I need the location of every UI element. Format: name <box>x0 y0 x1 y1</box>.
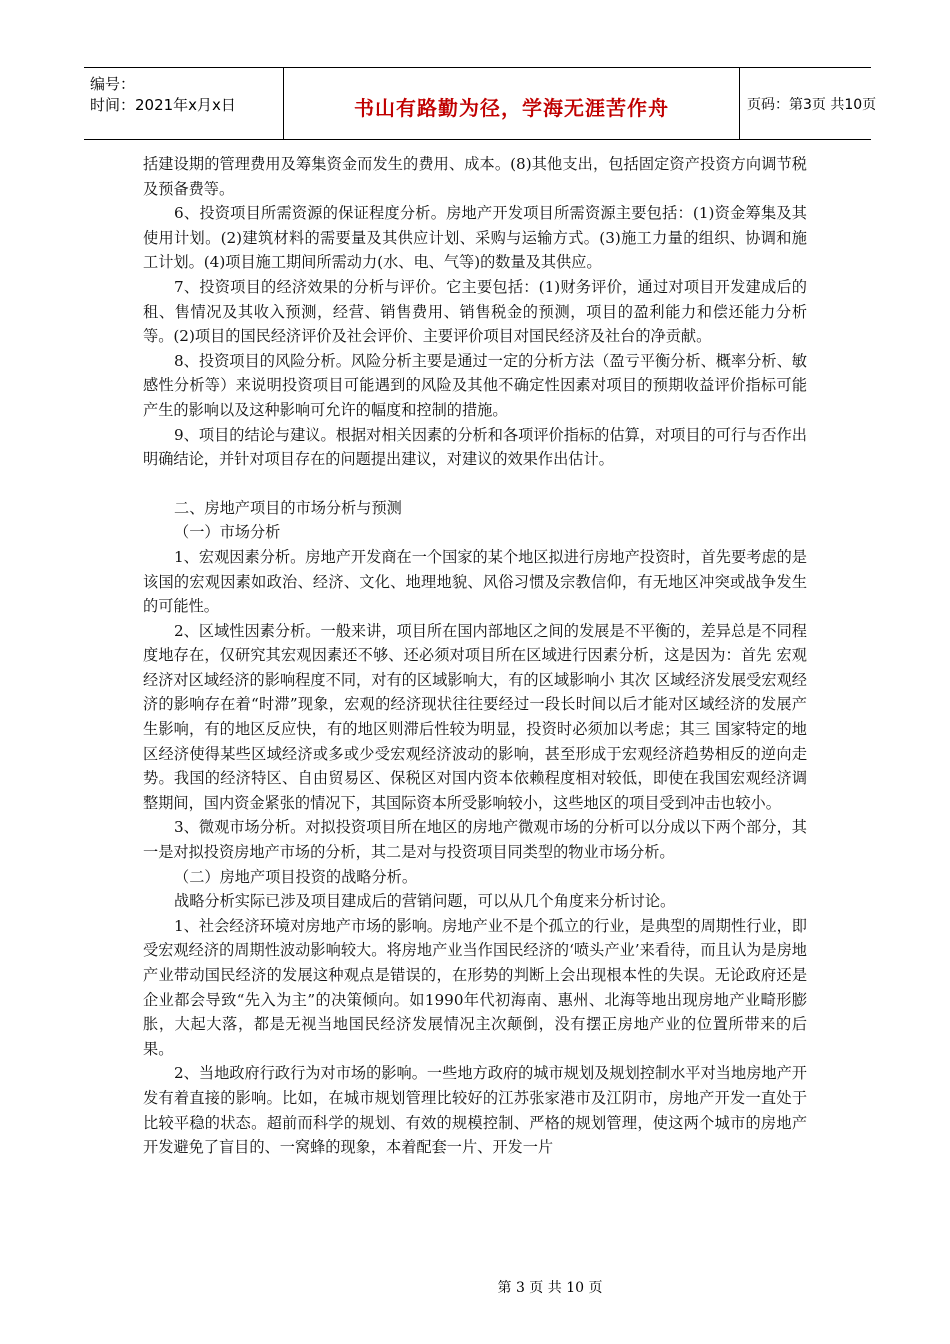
header-right-cell <box>739 68 877 139</box>
header-motto: 书山有路勤为径，学海无涯苦作舟 <box>354 96 669 120</box>
header-middle-cell <box>283 68 740 139</box>
page-footer: 第 3 页 共 10 页 <box>497 1280 603 1296</box>
document-body <box>143 152 807 1160</box>
body-paragraph: 2、当地政府行政行为对市场的影响。一些地方政府的城市规划及规划控制水平对当地房地产开发有着直接的影响。比如，在城市规划管理比较好的江苏张家港市及江阴市，房地产开发一直处于比较平稳的状态。超前而科学的规划、有效的规模控制、严格的规划管理，使这两个城市的房地产开发避免了盲目的、一窝蜂的现象，本着配套一片、开发一片 <box>143 1064 807 1157</box>
body-paragraph: 7、投资项目的经济效果的分析与评价。它主要包括：(1)财务评价，通过对项目开发建成后的租、售情况及其收入预测，经营、销售费用、销售税金的预测，项目的盈利能力和偿还能力分析等。(2)项目的国民经济评价及社会评价、主要评价项目对国民经济及社台的净贡献。 <box>143 277 807 346</box>
body-paragraph: 6、投资项目所需资源的保证程度分析。房地产开发项目所需资源主要包括：(1)资金筹集及其使用计划。(2)建筑材料的需要量及其供应计划、采购与运输方式。(3)施工力量的组织、协调和施工计划。(4)项目施工期间所需动力(水、电、气等)的数量及其供应。 <box>143 204 807 272</box>
body-paragraph: 2、区域性因素分析。一般来讲，项目所在国内部地区之间的发展是不平衡的，差异总是不同程度地存在，仅研究其宏观因素还不够、还必须对项目所在区域进行因素分析，这是因为：首先 宏观经济对区域经济的影响程度不同，对有的区域影响大，有的区域影响小 其次 区域经济发展受宏观经济的影响存在着“时滞”现象，宏观的经济现状往往要经过一段长时间以后才能对区域经济的发展产生影响，有的地区反应快，有的地区则滞后性较为明显，投资时必须加以考虑；其三 国家特定的地区经济使得某些区域经济或多或少受宏观经济波动的影响，甚至形成于宏观经济趋势相反的逆向走势。我国的经济特区、自由贸易区、保税区对国内资本依赖程度相对较低，即使在我国宏观经济调整期间，国内资金紧张的情况下，其国际资本所受影响较小，这些地区的项目受到冲击也较小。 <box>143 621 807 812</box>
body-paragraph: 二、房地产项目的市场分析与预测 <box>174 498 402 517</box>
body-paragraph: （二）房地产项目投资的战略分析。 <box>174 867 417 886</box>
body-paragraph: 1、社会经济环境对房地产市场的影响。房地产业不是个孤立的行业，是典型的周期性行业，即受宏观经济的周期性波动影响较大。将房地产业当作国民经济的‘喷头产业’来看待，而且认为是房地产业带动国民经济的发展这种观点是错误的，在形势的判断上会出现根本性的失误。无论政府还是企业都会导致“先入为主”的决策倾向。如1990年代初海南、惠州、北海等地出现房地产业畸形膨胀，大起大落，都是无视当地国民经济发展情况主次颠倒，没有摆正房地产业的位置所带来的后果。 <box>143 916 807 1058</box>
body-paragraph: 括建设期的管理费用及筹集资金而发生的费用、成本。(8)其他支出，包括固定资产投资方向调节税及预备费等。 <box>143 155 807 198</box>
body-paragraph: 8、投资项目的风险分析。风险分析主要是通过一定的分析方法（盈亏平衡分析、概率分析、敏感性分析等）来说明投资项目可能遇到的风险及其他不确定性因素对项目的预期收益评价指标可能产生的影响以及这种影响可允许的幅度和控制的措施。 <box>143 351 807 419</box>
header-page-info: 页码：第3页 共10页 <box>747 97 877 113</box>
body-paragraph: 9、项目的结论与建议。根据对相关因素的分析和各项评价指标的估算，对项目的可行与否作出明确结论，并针对项目存在的问题提出建议，对建议的效果作出估计。 <box>143 425 807 469</box>
document-date-label: 时间：2021年x月x日 <box>90 96 236 114</box>
paragraph-spacer <box>143 472 807 496</box>
body-paragraph: 1、宏观因素分析。房地产开发商在一个国家的某个地区拟进行房地产投资时，首先要考虑的是该国的宏观因素如政治、经济、文化、地理地貌、风俗习惯及宗教信仰，有无地区冲突或战争发生的可能性。 <box>143 547 807 616</box>
document-number-label: 编号： <box>90 75 136 93</box>
header-left-cell <box>84 68 282 139</box>
body-paragraph: （一）市场分析 <box>174 523 281 542</box>
body-paragraph: 3、微观市场分析。对拟投资项目所在地区的房地产微观市场的分析可以分成以下两个部分，其一是对拟投资房地产市场的分析，其二是对与投资项目同类型的物业市场分析。 <box>143 818 807 862</box>
body-paragraph: 战略分析实际已涉及项目建成后的营销问题，可以从几个角度来分析讨论。 <box>174 892 676 911</box>
document-header <box>84 67 877 140</box>
